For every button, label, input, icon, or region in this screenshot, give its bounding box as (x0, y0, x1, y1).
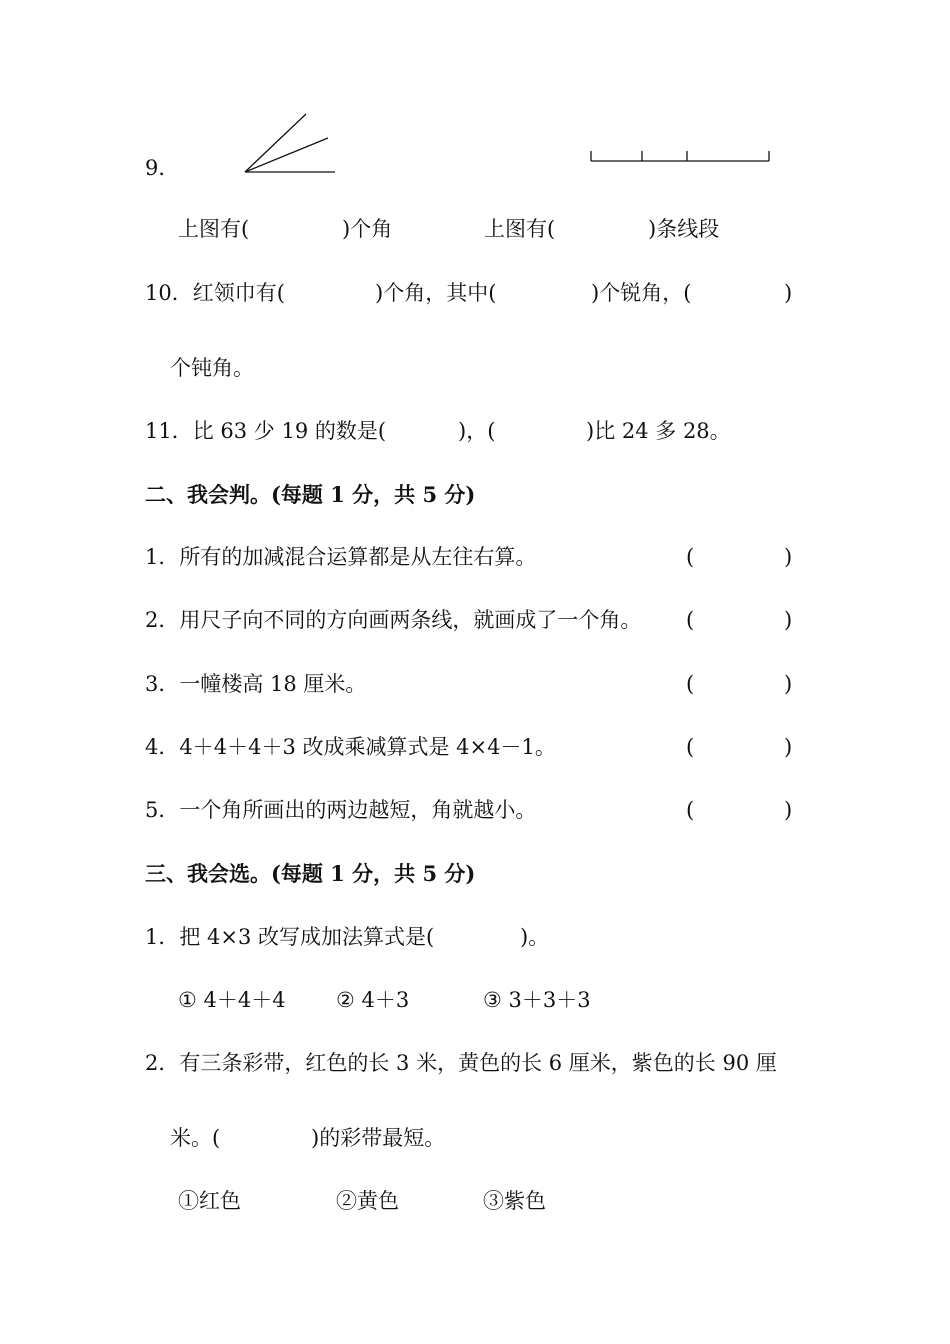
judge-item-text: 3．一幢楼高 18 厘米。 (145, 672, 367, 696)
judge-answer-close: ) (784, 735, 793, 759)
judge-item-text: 2．用尺子向不同的方向画两条线，就画成了一个角。 (145, 608, 642, 632)
choice-q2-option-2: ②黄色 (336, 1189, 399, 1213)
q9-number: 9． (145, 156, 180, 180)
choice-q2-option-1: ①红色 (178, 1189, 241, 1213)
line-segment-figure (588, 146, 774, 166)
choice-q1-a: 1．把 4×3 改写成加法算式是( (145, 925, 435, 949)
angle-ray-middle (245, 138, 328, 172)
q10-line1-b: )个角，其中( (375, 281, 497, 305)
judge-answer-open: ( (686, 735, 695, 759)
judge-item-text: 5．一个角所画出的两边越短，角就越小。 (145, 798, 537, 822)
section2-title: 二、我会判。(每题 1 分，共 5 分) (145, 482, 476, 507)
choice-q2-line2-a: 米。( (170, 1126, 221, 1150)
q11-a: 11．比 63 少 19 的数是( (145, 419, 387, 443)
judge-item-text: 1．所有的加减混合运算都是从左往右算。 (145, 545, 537, 569)
choice-q1-option-2: ② 4＋3 (336, 988, 410, 1012)
q10-line1-a: 10．红领巾有( (145, 281, 285, 305)
judge-answer-open: ( (686, 798, 695, 822)
q9-right-caption: 上图有( (484, 217, 556, 241)
q10-line1-d: ) (784, 281, 793, 305)
choice-q1-option-1: ① 4＋4＋4 (178, 988, 286, 1012)
q11-c: )比 24 多 28。 (586, 419, 731, 443)
q9-left-caption-end: )个角 (342, 217, 393, 241)
judge-answer-open: ( (686, 545, 695, 569)
judge-answer-open: ( (686, 672, 695, 696)
judge-answer-close: ) (784, 608, 793, 632)
judge-answer-close: ) (784, 798, 793, 822)
q10-line2: 个钝角。 (170, 356, 254, 380)
judge-answer-close: ) (784, 672, 793, 696)
judge-answer-close: ) (784, 545, 793, 569)
judge-answer-open: ( (686, 608, 695, 632)
q10-line1-c: )个锐角，( (591, 281, 692, 305)
choice-q2-line1: 2．有三条彩带，红色的长 3 米，黄色的长 6 厘米，紫色的长 90 厘 (145, 1051, 777, 1075)
judge-item-text: 4．4＋4＋4＋3 改成乘减算式是 4×4－1。 (145, 735, 556, 759)
q9-right-caption-end: )条线段 (648, 217, 720, 241)
q9-left-caption: 上图有( (178, 217, 250, 241)
q11-b: )，( (458, 419, 496, 443)
section3-title: 三、我会选。(每题 1 分，共 5 分) (145, 861, 476, 886)
choice-q2-option-3: ③紫色 (483, 1189, 546, 1213)
choice-q1-b: )。 (520, 925, 550, 949)
choice-q2-line2-b: )的彩带最短。 (311, 1126, 446, 1150)
angle-figure (240, 110, 340, 176)
angle-ray-upper (245, 114, 306, 172)
choice-q1-option-3: ③ 3＋3＋3 (483, 988, 591, 1012)
